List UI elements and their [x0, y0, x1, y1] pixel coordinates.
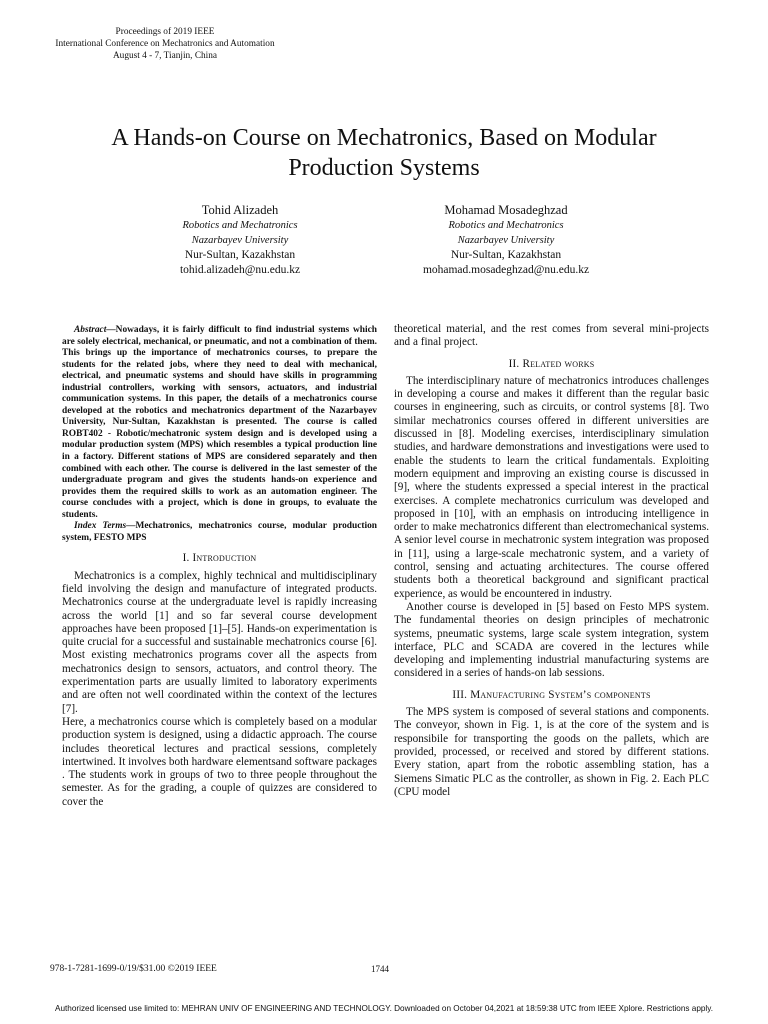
author-university: Nazarbayev University — [191, 234, 289, 246]
author-email: tohid.alizadeh@nu.edu.kz — [179, 263, 301, 276]
proceedings-line-3: August 4 - 7, Tianjin, China — [112, 51, 218, 61]
author-university: Nazarbayev University — [457, 234, 555, 246]
section-heading-manufacturing: III. Manufacturing System’s components — [452, 688, 651, 701]
related-paragraph-2: Another course is developed in [5] based on Festo MPS system. The fundamental theories on design principles of mechatronic systems, pneumatic systems, large scale system integration, system interface, PLC and SCADA are covered in the lectures while developing and implementing industrial manufacturing systems are considered in a series of hands-on lab sessions. — [394, 600, 709, 680]
index-terms — [62, 521, 377, 544]
title-line-2: Production Systems — [288, 155, 480, 181]
paper-title — [40, 123, 728, 183]
isbn-copyright: 978-1-7281-1699-0/19/$31.00 ©2019 IEEE — [50, 964, 217, 974]
proceedings-line-1: Proceedings of 2019 IEEE — [115, 27, 215, 37]
author-email: mohamad.mosadeghzad@nu.edu.kz — [422, 263, 590, 276]
right-column — [394, 323, 709, 799]
section-heading-introduction: I. Introduction — [182, 552, 257, 565]
title-line-1: A Hands-on Course on Mechatronics, Based on Modular — [111, 125, 657, 151]
license-notice: Authorized licensed use limited to: MEHRAN UNIV OF ENGINEERING AND TECHNOLOGY. Downloaded on October 04,2021 at 18:59:38 UTC from IEEE Xplore. Restrictions apply. — [55, 1004, 713, 1013]
proceedings-line-2: International Conference on Mechatronics and Automation — [55, 39, 275, 49]
author-department: Robotics and Mechatronics — [182, 220, 298, 231]
author-city: Nur-Sultan, Kazakhstan — [184, 249, 296, 261]
left-column — [62, 325, 377, 809]
author-name: Mohamad Mosadeghzad — [444, 203, 568, 217]
author-city: Nur-Sultan, Kazakhstan — [450, 249, 562, 261]
author-block-1 — [90, 202, 390, 277]
abstract-label: Abstract — [74, 325, 107, 335]
author-block-2 — [356, 202, 656, 277]
manufacturing-paragraph-1: The MPS system is composed of several stations and components. The conveyor, shown in Fig. 1, is at the core of the system and is responsibile for transporting the goods on the pallets, which are provided, processed, or received and stored by different stations. Every station, apart from the robotic assembling station, has a Siemens Simatic PLC as the controller, as shown in Fig. 2. Each PLC (CPU model — [394, 706, 709, 798]
intro-paragraph-1: Mechatronics is a complex, highly technical and multidisciplinary field involving the design and manufacture of integrated products. Mechatronics course at the undergraduate level is rapidly increasing across the world [1] and so far several course development approaches have been proposed [1]–[5]. Hands-on experimentation is quite crucial for a successful and sustainable mechatronics course [6]. Most existing mechatronics programs cover all the aspects from mechatronics design to sensors, actuators, and control theory. The experimentation parts are usually limited to laboratory experiments and are often not well coordinated within the context of the lectures [7]. — [62, 569, 377, 715]
author-department: Robotics and Mechatronics — [448, 220, 564, 231]
intro-continuation: theoretical material, and the rest comes from several mini-projects and a final project. — [394, 323, 709, 349]
author-name: Tohid Alizadeh — [201, 203, 279, 217]
index-terms-text: —Mechatronics, mechatronics course, modular production system, FESTO MPS — [62, 521, 377, 543]
proceedings-header — [0, 26, 330, 62]
section-heading-related-works: II. Related works — [508, 357, 595, 370]
abstract — [62, 325, 377, 521]
related-paragraph-1: The interdisciplinary nature of mechatronics introduces challenges in developing a course and makes it different than the regular basic courses in engineering, such as circuits, or control systems [8]. Two similar mechatronics courses offered in different universities are discussed in [8]. Modeling exercises, interdisciplinary simulation studies, and hardware demonstrations and investigations were used to enable the students to learn the critical fundamentals. Exploiting modern equipment and improving an existing course is discussed in [9], where the students expressed a special interest in the practical exercises. A complete mechatronics curriculum was developed and proposed in [10], with an emphasis on introducing intelligence in order to make mechatronics different than electromechanical systems. A senior level course in mechatronic system integration was proposed in [11], using a large-scale mechatronic system, and a variety of control, sensing and actuating architectures. The course offered students both a theoretical background and significant practical experience, as would be encountered in industry. — [394, 374, 709, 600]
abstract-text: —Nowadays, it is fairly difficult to find industrial systems which are solely electrical, mechanical, or pneumatic, and not a combination of them. This brings up the importance of mechatronics courses, to prepare the students for the related jobs, where they need to deal with mechanical, electrical, and pneumatic systems and should have skills in programming industrial controllers, working with sensors, actuators, and industrial communication systems. In this paper, the details of a mechatronics course developed at the robotics and mechatronics department of the Nazarbayev University, Nur-Sultan, Kazakhstan is presented. The course is called ROBT402 - Robotic/mechatronic system design and is developed using a modular production system (MPS) which resembles a typical production line in a factory. Different stations of MPS are considered separately and then combined with each other. The course is delivered in the last semester of the undergraduate program and gives the students hands-on experience and provides them the required skills to work as an automation engineer. The course concludes with a project, which is done in groups, to evaluate the students. — [62, 325, 377, 520]
page-number: 1744 — [371, 964, 389, 974]
intro-paragraph-2: Here, a mechatronics course which is completely based on a modular production system is designed, using a didactic approach. The course includes theoretical lectures and practical sessions, completely intertwined. It involves both hardware elementsand software packages . The students work in groups of two to three people throughout the semester. As for the grading, a couple of quizzes are considered to cover the — [62, 715, 378, 808]
index-terms-label: Index Terms — [74, 521, 127, 532]
